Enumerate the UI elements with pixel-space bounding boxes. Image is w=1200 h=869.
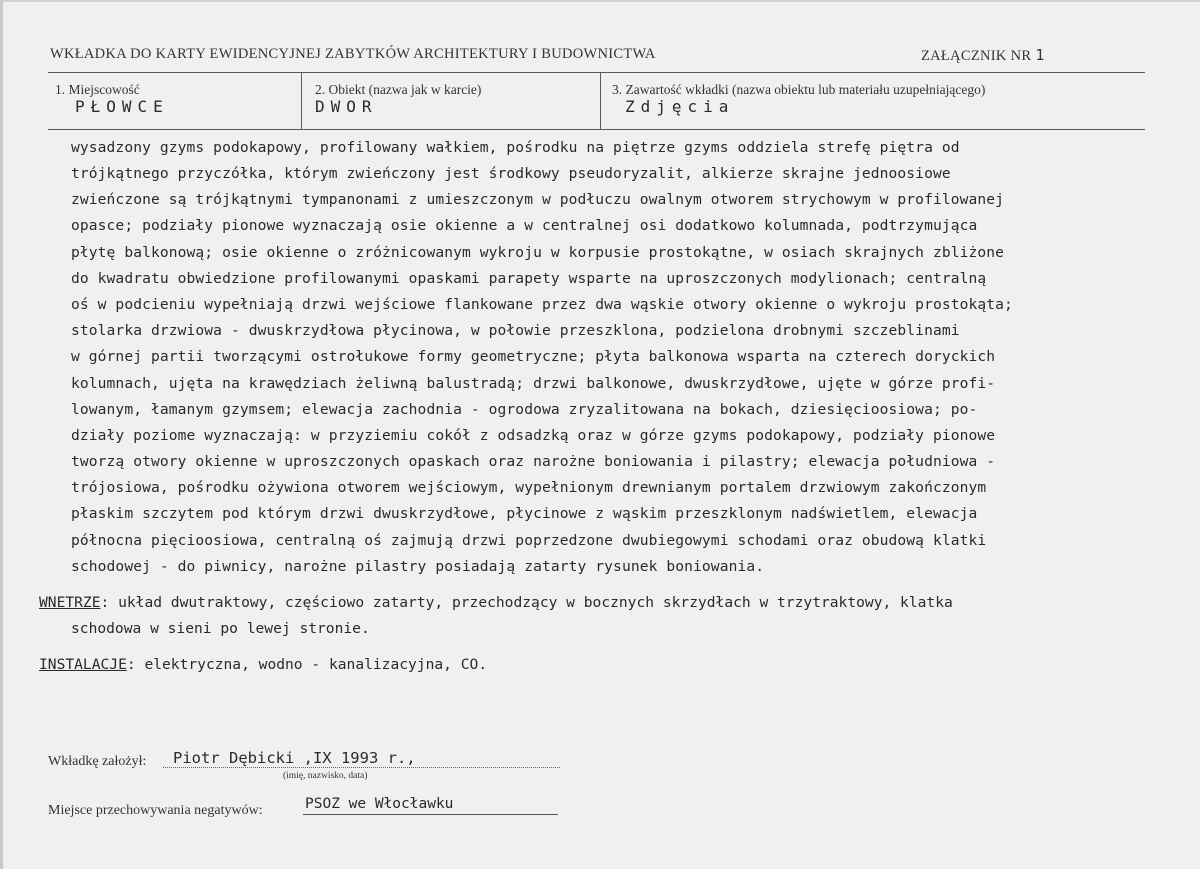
text-line: oś w podcieniu wypełniają drzwi wejściowe flankowane przez dwa wąskie otwory okienne o wykroju prostokąta;	[71, 296, 1013, 313]
text-line: trójosiowa, pośrodku ożywiona otworem wejściowym, wypełnionym drewnianym portalem drzwiowym zakończonym	[71, 479, 987, 496]
field-object-value: DWOR	[315, 97, 378, 116]
text-line: zwieńczone są trójkątnymi tympanonami z umieszczonym w podłuczu owalnym otworem strychowym w profilowanej	[71, 191, 1005, 208]
text-line: działy poziome wyznaczają: w przyziemiu cokół z odsadzką oraz w górze gzyms podokapowy, podziały pionowe	[71, 427, 996, 444]
field-content-value: Zdjęcia	[625, 97, 735, 116]
text-line: płaskim szczytem pod którym drzwi dwuskrzydłowe, płycinowe z wąskim przeszklonym nadświetlem, elewacja	[71, 505, 978, 522]
negatives-label: Miejsce przechowywania negatywów:	[48, 803, 263, 818]
text-line: schodowej - do piwnicy, narożne pilastry posiadają zatarty rysunek boniowania.	[71, 558, 765, 575]
interior-section	[39, 594, 953, 611]
installations-text: : elektryczna, wodno - kanalizacyjna, CO.	[126, 656, 488, 673]
text-line: do kwadratu obwiedzione profilowanymi opaskami parapety wsparte na uproszczonych modylionach; centralną	[71, 270, 987, 287]
text-line: kolumnach, ujęta na krawędziach żeliwną balustradą; drzwi balkonowe, dwuskrzydłowe, ujęte w górze profi-	[71, 375, 996, 392]
text-line: północna pięcioosiowa, centralną oś zajmują drzwi poprzedzone dwubiegowymi schodami oraz obudową klatki	[71, 532, 987, 549]
field-object-label: 2. Obiekt (nazwa jak w karcie)	[315, 82, 482, 97]
interior-label: WNETRZE	[39, 594, 101, 611]
interior-text-continued: schodowa w sieni po lewej stronie.	[71, 620, 370, 637]
negatives-value: PSOZ we Włocławku	[305, 796, 454, 812]
negatives-underline	[303, 814, 558, 815]
text-line: w górnej partii tworzącymi ostrołukowe formy geometryczne; płyta balkonowa wsparta na czterech doryckich	[71, 348, 996, 365]
text-line: stolarka drzwiowa - dwuskrzydłowa płycinowa, w połowie przeszklona, podzielona drobnymi szczeblinami	[71, 322, 960, 339]
text-line: wysadzony gzyms podokapowy, profilowany wałkiem, pośrodku na piętrze gzyms oddziela strefę piętra od	[71, 139, 960, 156]
author-label: Wkładkę założył:	[48, 754, 147, 769]
text-line: płytę balkonową; osie okienne o zróżnicowanym wykroju w korpusie prostokątne, w osiach skrajnych zbliżone	[71, 244, 1005, 261]
text-line: opasce; podziały pionowe wyznaczają osie okienne a w centralnej osi dodatkowo kolumnada, podtrzymująca	[71, 217, 978, 234]
field-divider-2	[600, 73, 601, 129]
annex-label	[921, 46, 1045, 65]
text-line: trójkątnego przyczółka, którym zwieńczony jest środkowy pseudoryzalit, alkierze skrajne jednoosiowe	[71, 165, 951, 182]
author-caption: (imię, nazwisko, data)	[283, 771, 368, 781]
field-divider-1	[301, 73, 302, 129]
card-title: WKŁADKA DO KARTY EWIDENCYJNEJ ZABYTKÓW ARCHITEKTURY I BUDOWNICTWA	[50, 46, 656, 62]
header-bottom-rule	[48, 129, 1145, 130]
installations-label: INSTALACJE	[39, 656, 127, 673]
annex-label-text: ZAŁĄCZNIK NR	[921, 48, 1032, 64]
installations-section	[39, 656, 487, 673]
field-locality-value: PŁOWCE	[75, 97, 169, 116]
author-value: Piotr Dębicki ,IX 1993 r.,	[173, 749, 416, 767]
field-locality-label: 1. Miejscowość	[55, 82, 140, 97]
header-top-rule	[48, 72, 1145, 73]
text-line: lowanym, łamanym gzymsem; elewacja zachodnia - ogrodowa zryzalitowana na bokach, dziesięcioosiowa; po-	[71, 401, 978, 418]
field-content-label: 3. Zawartość wkładki (nazwa obiektu lub materiału uzupełniającego)	[612, 82, 986, 97]
author-underline	[163, 767, 560, 768]
annex-number: 1	[1035, 46, 1045, 64]
interior-text: : układ dwutraktowy, częściowo zatarty, przechodzący w bocznych skrzydłach w trzytraktowy, klatka	[100, 594, 953, 611]
text-line: tworzą otwory okienne w uproszczonych opaskach oraz narożne boniowania i pilastry; elewacja południowa -	[71, 453, 996, 470]
